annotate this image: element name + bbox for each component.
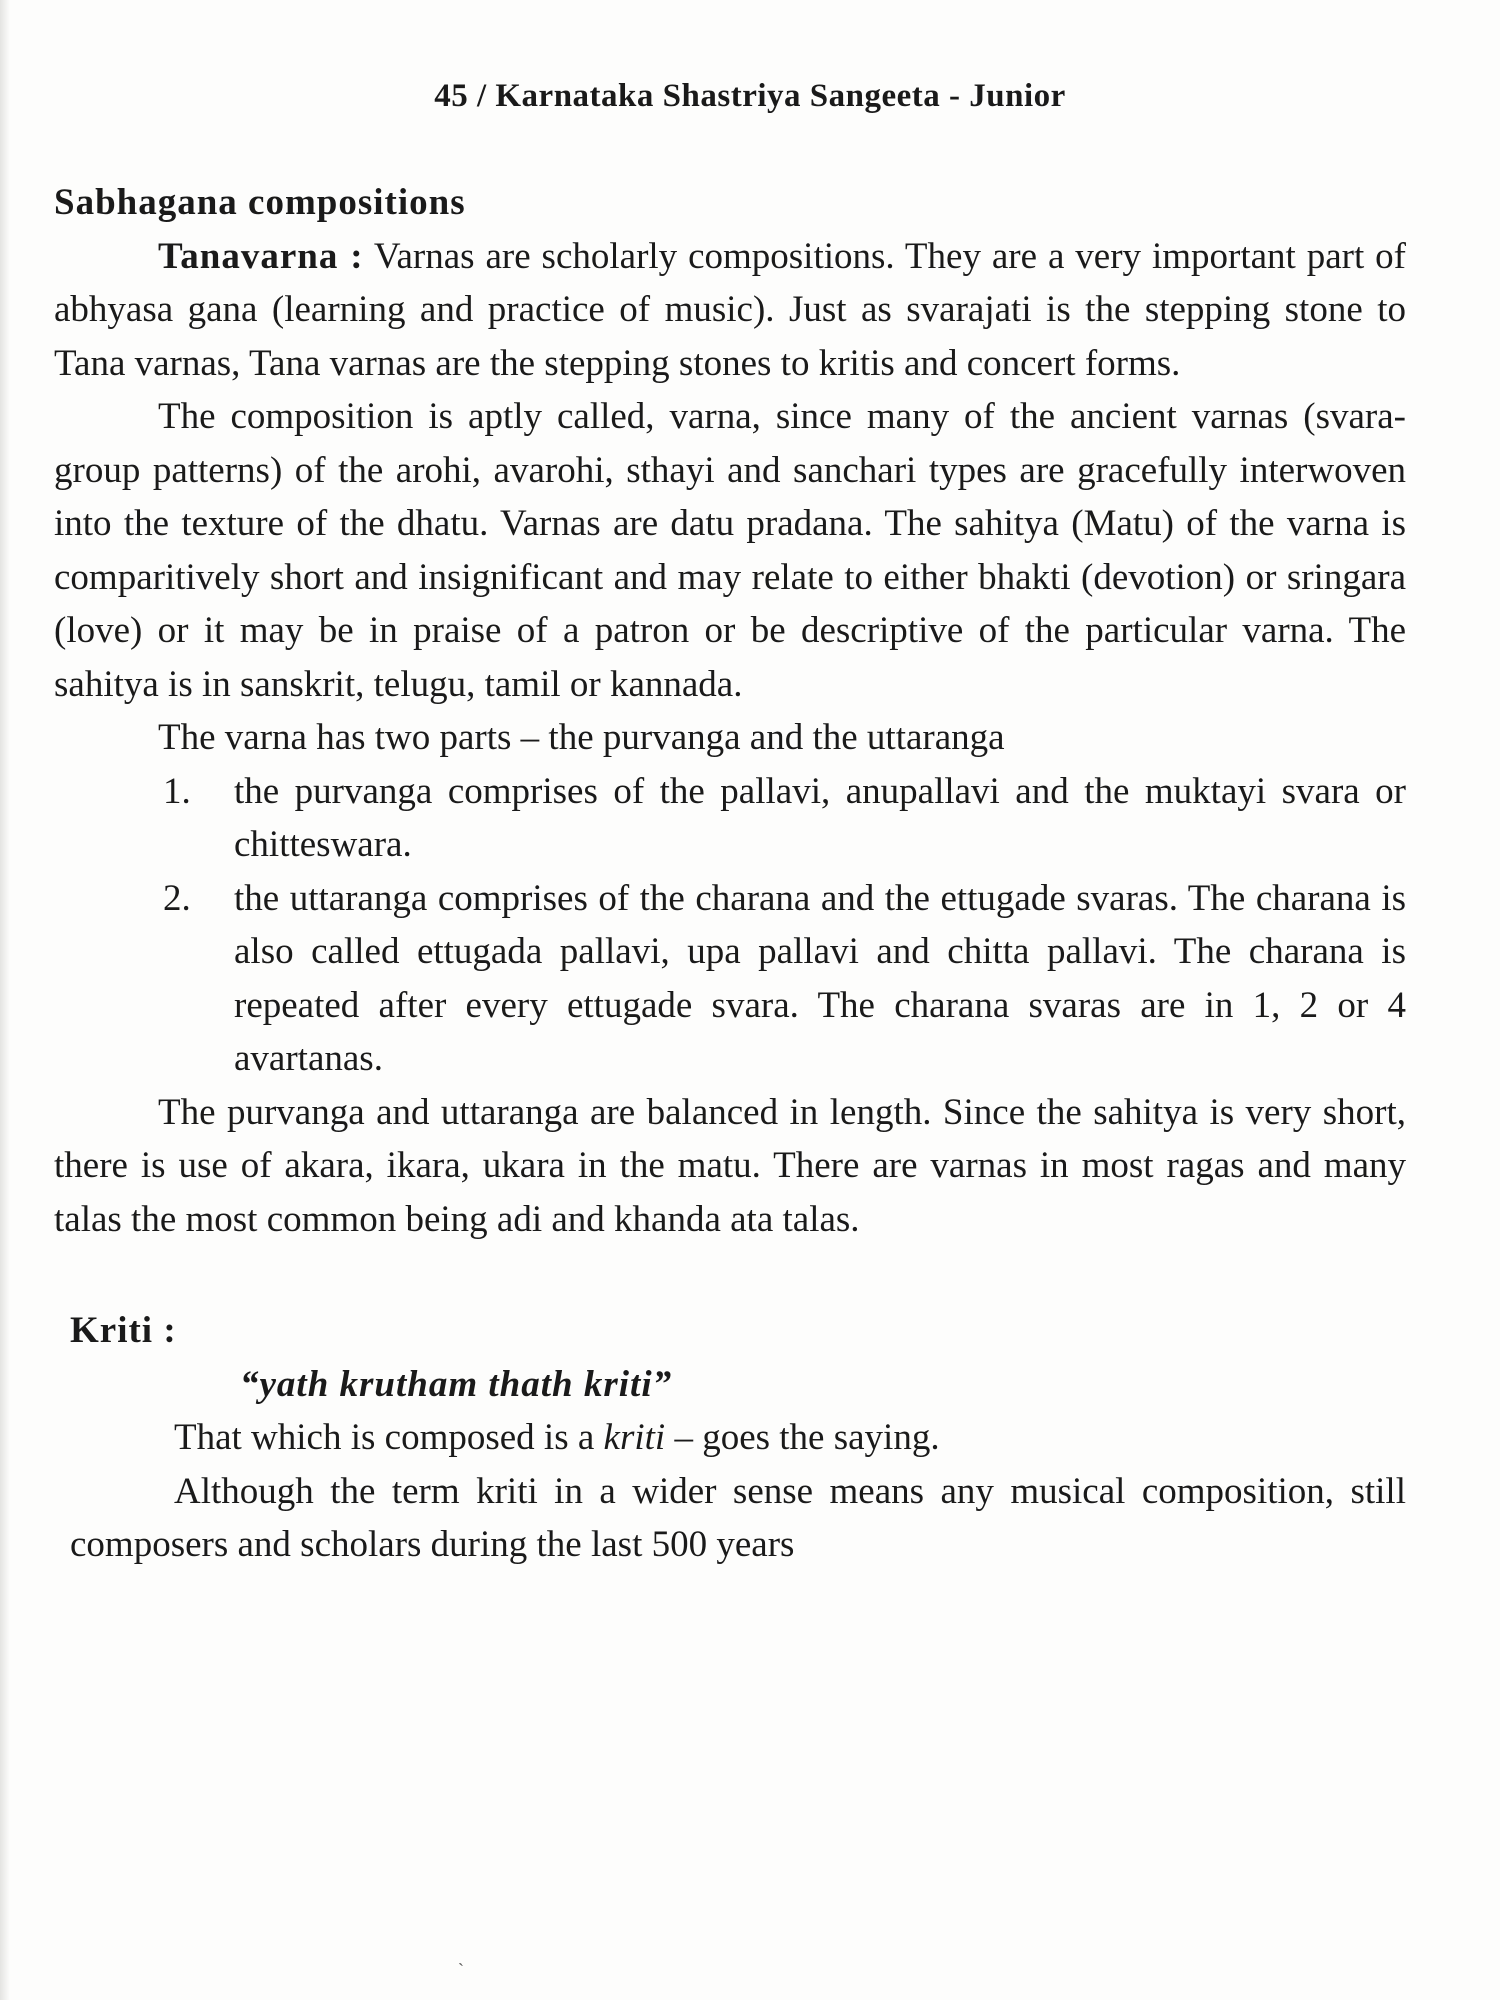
tanavarna-paragraph: [54, 230, 1406, 391]
saying-suffix: – goes the saying.: [674, 1417, 940, 1458]
sabhagana-heading: Sabhagana compositions: [54, 182, 466, 223]
saying-term: kriti: [603, 1417, 666, 1458]
page-number: 45: [434, 78, 469, 114]
page-header: [0, 78, 1500, 115]
balance-paragraph: The purvanga and uttaranga are balanced in length. Since the sahitya is very short, there is use of akara, ikara, ukara in the matu. There are varnas in most ragas and many talas the most common being adi and khanda ata talas.: [54, 1091, 1406, 1240]
saying-prefix: That which is composed is a: [174, 1417, 595, 1458]
kriti-saying: [70, 1411, 1406, 1465]
page-edge-shadow: [0, 0, 10, 2000]
kriti-heading: Kriti :: [70, 1310, 177, 1351]
kriti-paragraph: Although the term kriti in a wider sense means any musical composition, still composers and scholars during the last 500 years: [70, 1470, 1406, 1565]
tanavarna-text: Varnas are scholarly compositions. They are a very important part of abhyasa gana (learning and practice of music). Just as svarajati is the stepping stone to Tana varnas, Tana varnas are the stepping stones to kritis and concert forms.: [54, 235, 1406, 384]
page-body: [54, 176, 1406, 1572]
header-separator: /: [476, 78, 487, 114]
list-item-number: 1.: [163, 770, 191, 812]
section-gap: [54, 1246, 1406, 1304]
varna-parts-intro: The varna has two parts – the purvanga and the uttaranga: [158, 717, 1005, 758]
list-item-text: the uttaranga comprises of the charana and the ettugade svaras. The charana is also called ettugada pallavi, upa pallavi and chitta pallavi. The charana is repeated after every ettugade svara. The charana svaras are in 1, 2 or 4 avartanas.: [234, 877, 1406, 1079]
book-title: Karnataka Shastriya Sangeeta - Junior: [495, 78, 1066, 114]
kriti-section: [54, 1304, 1406, 1572]
tanavarna-term: Tanavarna :: [158, 235, 364, 277]
list-item-purvanga: [54, 765, 1406, 872]
kriti-quote: “yath krutham thath kriti”: [240, 1363, 673, 1405]
list-item-text: the purvanga comprises of the pallavi, anupallavi and the muktayi svara or chitteswara.: [234, 770, 1406, 865]
scan-mark: ˎ: [458, 1946, 464, 1966]
varna-description-paragraph: The composition is aptly called, varna, since many of the ancient varnas (svara-group patterns) of the arohi, avarohi, sthayi and sanchari types are gracefully interwoven into the texture of the dhatu. Varnas are datu pradana. The sahitya (Matu) of the varna is comparitively short and insignificant and may relate to either bhakti (devotion) or sringara (love) or it may be in praise of a patron or be descriptive of the particular varna. The sahitya is in sanskrit, telugu, tamil or kannada.: [54, 396, 1406, 705]
varna-parts-list: [54, 765, 1406, 1086]
list-item-number: 2.: [163, 877, 191, 919]
list-item-uttaranga: [54, 872, 1406, 1086]
